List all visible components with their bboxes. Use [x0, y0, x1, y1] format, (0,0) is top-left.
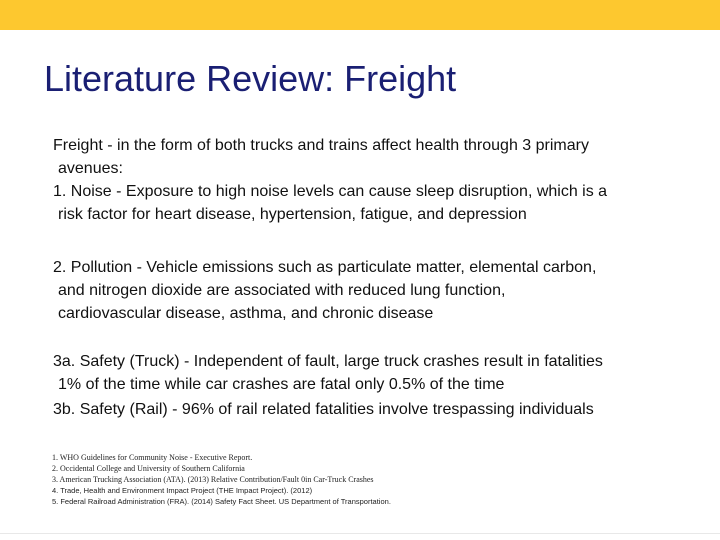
pollution-line-3: cardiovascular disease, asthma, and chronic disease	[58, 305, 434, 322]
noise-line-1: 1. Noise - Exposure to high noise levels can cause sleep disruption, which is a	[53, 183, 608, 200]
truck-safety-line-1: 3a. Safety (Truck) - Independent of fault, large truck crashes result in fatalities	[53, 353, 603, 370]
reference-item: 5. Federal Railroad Administration (FRA). (2014) Safety Fact Sheet. US Department of Transportation.	[52, 497, 391, 506]
slide-title: Literature Review: Freight	[44, 58, 457, 99]
pollution-line-2: and nitrogen dioxide are associated with reduced lung function,	[58, 282, 506, 299]
noise-paragraph	[53, 180, 703, 226]
reference-item: 2. Occidental College and University of Southern California	[52, 464, 245, 473]
reference-item: 3. American Trucking Association (ATA). (2013) Relative Contribution/Fault 0in Car-Truck Crashes	[52, 475, 374, 484]
footer-divider	[0, 533, 720, 534]
pollution-paragraph	[53, 256, 703, 325]
header-accent-bar	[0, 0, 720, 30]
truck-safety-line-2: 1% of the time while car crashes are fatal only 0.5% of the time	[58, 376, 505, 393]
truck-safety-paragraph	[53, 350, 703, 396]
noise-line-2: risk factor for heart disease, hypertension, fatigue, and depression	[58, 206, 527, 223]
intro-paragraph	[53, 134, 693, 180]
references-list	[52, 452, 682, 507]
intro-line-1: Freight - in the form of both trucks and trains affect health through 3 primary	[53, 137, 589, 154]
reference-item: 4. Trade, Health and Environment Impact Project (THE Impact Project). (2012)	[52, 486, 313, 495]
rail-safety-line-1: 3b. Safety (Rail) - 96% of rail related fatalities involve trespassing individuals	[53, 401, 594, 418]
rail-safety-paragraph	[53, 398, 713, 421]
reference-item: 1. WHO Guidelines for Community Noise - Executive Report.	[52, 453, 253, 462]
pollution-line-1: 2. Pollution - Vehicle emissions such as particulate matter, elemental carbon,	[53, 259, 597, 276]
intro-line-2: avenues:	[58, 160, 123, 177]
